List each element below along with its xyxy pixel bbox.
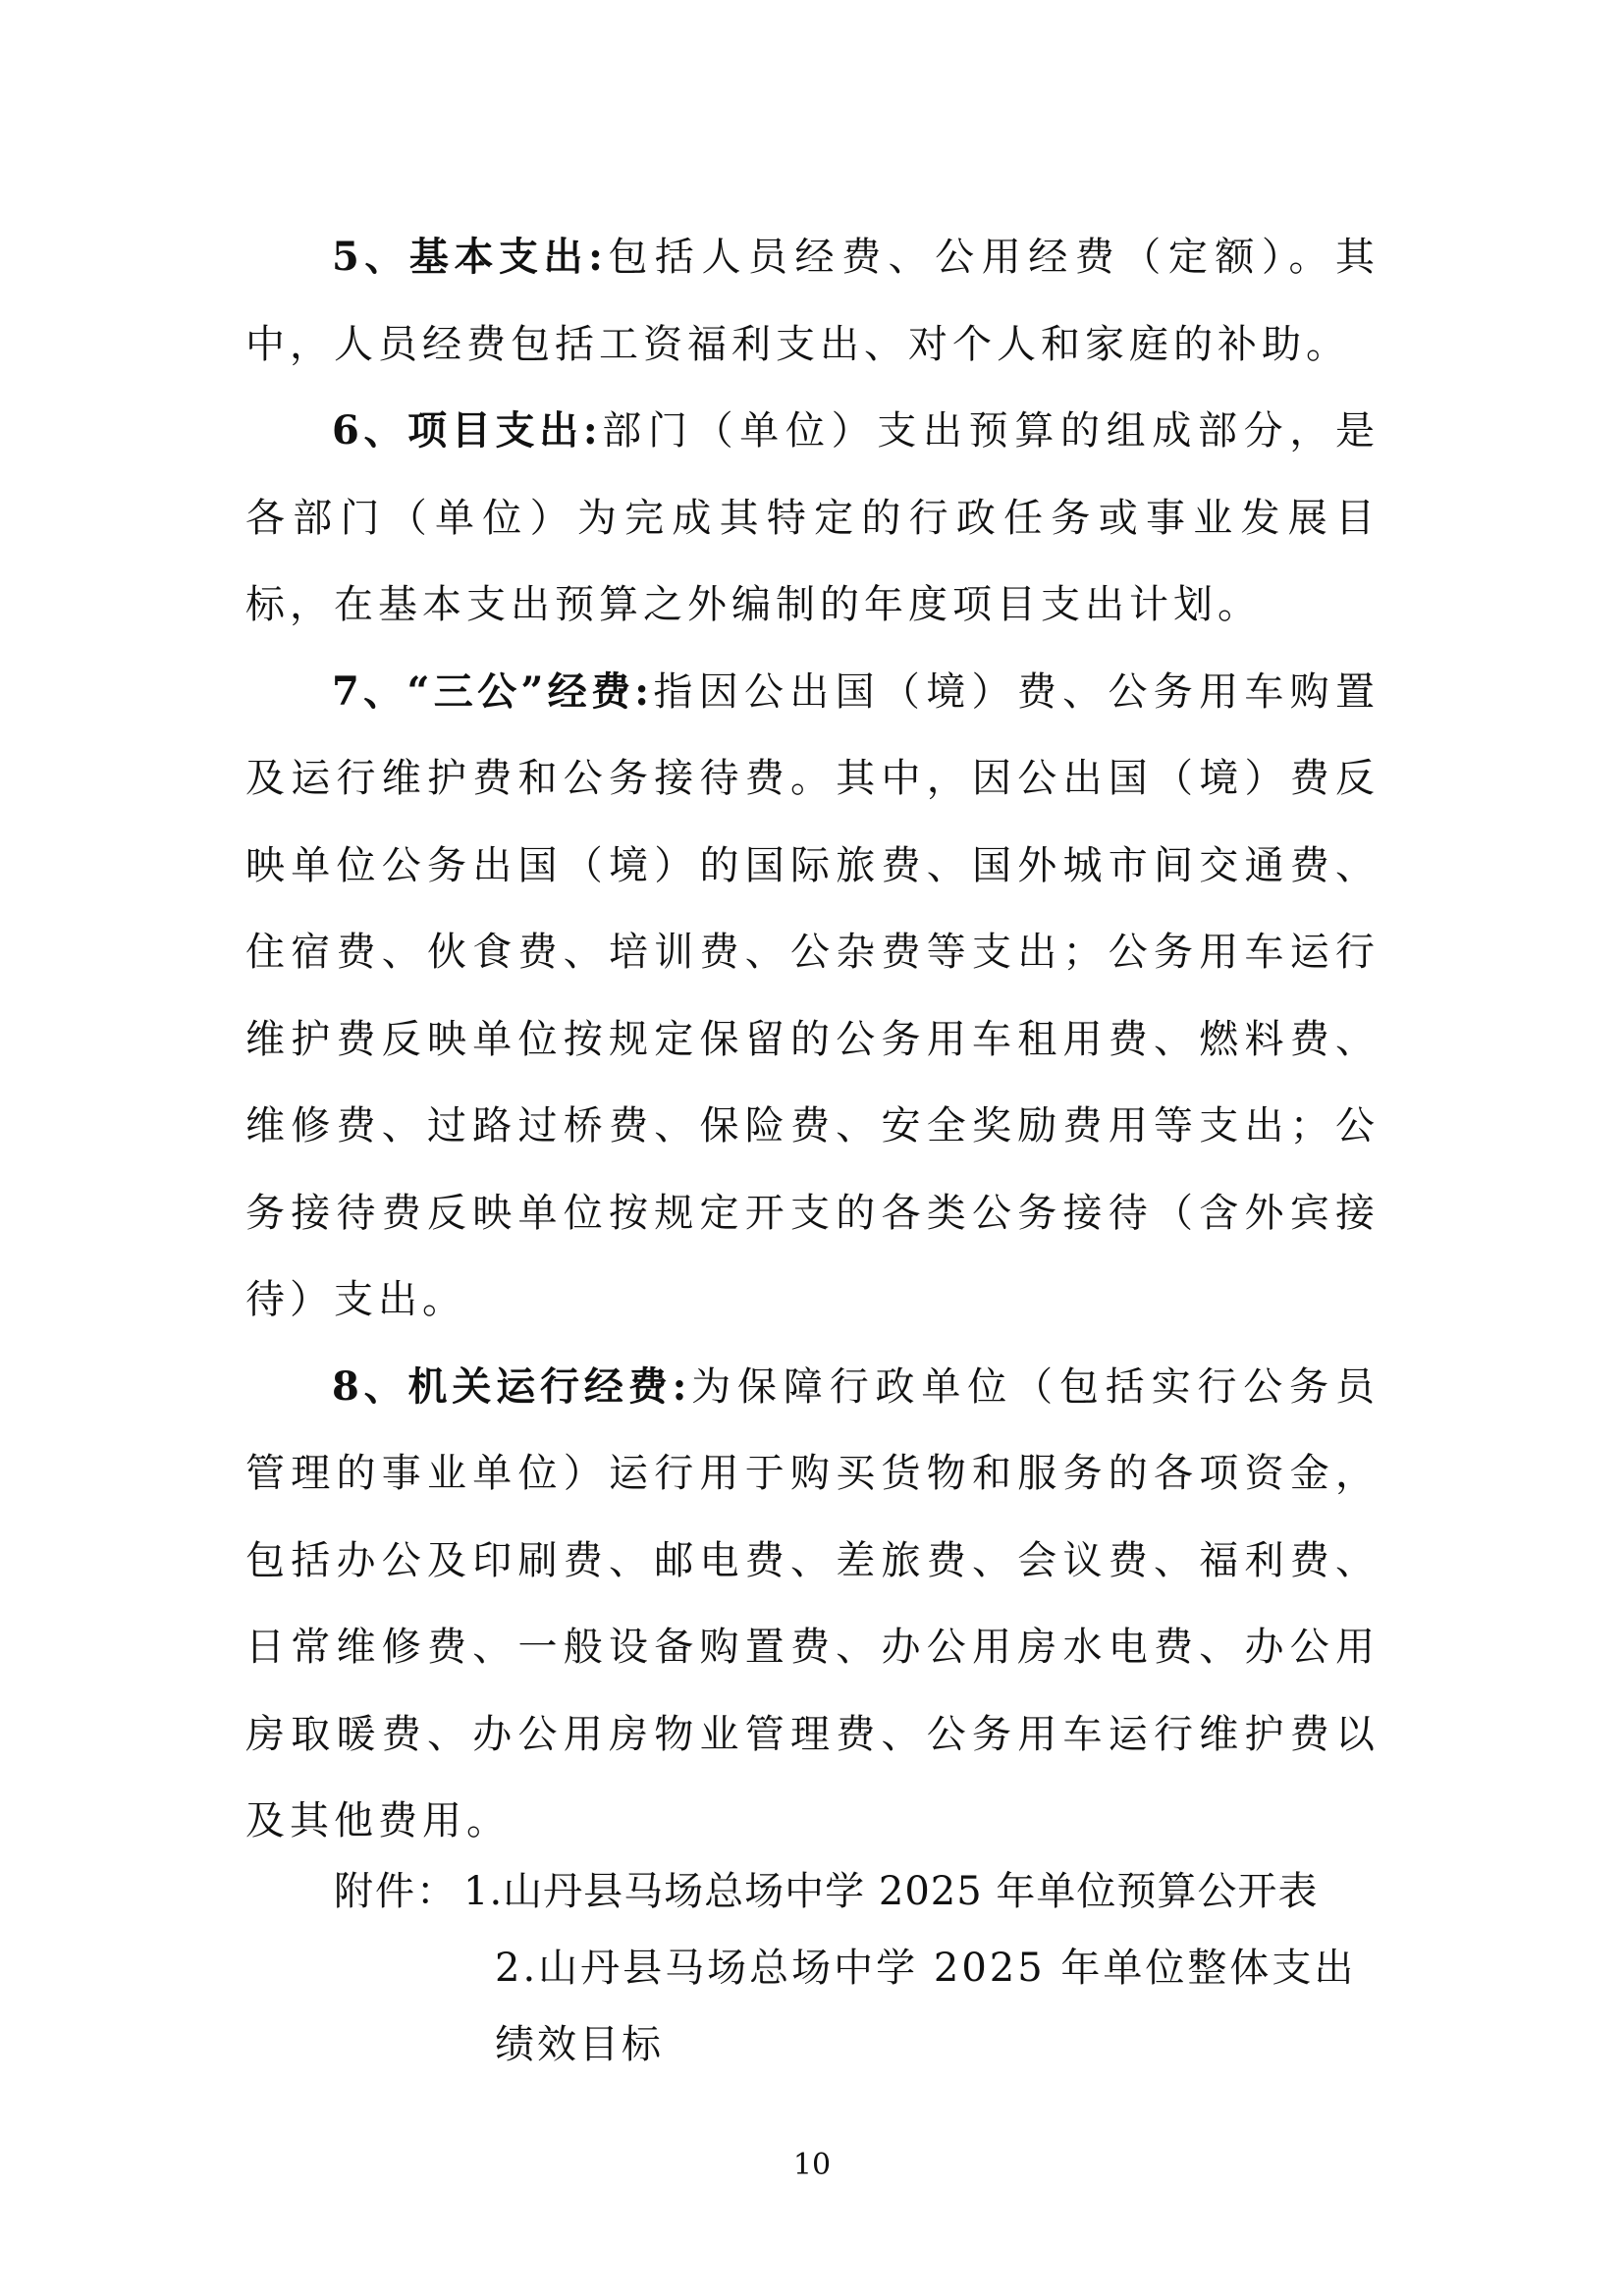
definition-body: 部门（单位）支出预算的组成部分，是各部门（单位）为完成其特定的行政任务或事业发展目标，在基本支出预算之外编制的年度项目支出计划。 — [245, 408, 1380, 627]
attachments-list — [463, 1853, 1384, 2083]
definition-body: 为保障行政单位（包括实行公务员管理的事业单位）运行用于购买货物和服务的各项资金，包括办公及印刷费、邮电费、差旅费、会议费、福利费、日常维修费、一般设备购置费、办公用房水电费、办公用房取暖费、办公用房物业管理费、公务用车运行维护费以及其他费用。 — [245, 1363, 1380, 1843]
definition-heading: 6、项目支出: — [332, 407, 601, 454]
attachment-item: 1.山丹县马场总场中学 2025 年单位预算公开表 — [463, 1869, 1319, 1914]
definition-heading: 8、机关运行经费: — [332, 1362, 690, 1410]
attachments-row — [334, 1853, 1384, 2083]
definition-three-public-expenses — [245, 649, 1380, 1344]
definition-body: 包括人员经费、公用经费（定额）。其中，人员经费包括工资福利支出、对个人和家庭的补助。 — [245, 235, 1380, 367]
definition-project-expenditure — [245, 388, 1380, 649]
page-number: 10 — [792, 2148, 832, 2182]
definitions-section — [245, 214, 1380, 1865]
attachment-item: 2.山丹县马场总场中学 2025 年单位整体支出绩效目标 — [495, 1946, 1357, 2067]
definition-agency-operating-expenses — [245, 1344, 1380, 1865]
definition-heading: 5、基本支出: — [332, 234, 606, 280]
attachments-label: 附件： — [334, 1869, 458, 1914]
attachments-section — [334, 1853, 1384, 2083]
definition-heading: 7、“三公”经费: — [332, 667, 653, 715]
definition-body: 指因公出国（境）费、公务用车购置及运行维护费和公务接待费。其中，因公出国（境）费反映单位公务出国（境）的国际旅费、国外城市间交通费、住宿费、伙食费、培训费、公杂费等支出；公务用车运行维护费反映单位按规定保留的公务用车租用费、燃料费、维修费、过路过桥费、保险费、安全奖励费用等支出；公务接待费反映单位按规定开支的各类公务接待（含外宾接待）支出。 — [245, 668, 1380, 1322]
definition-basic-expenditure — [245, 214, 1380, 388]
